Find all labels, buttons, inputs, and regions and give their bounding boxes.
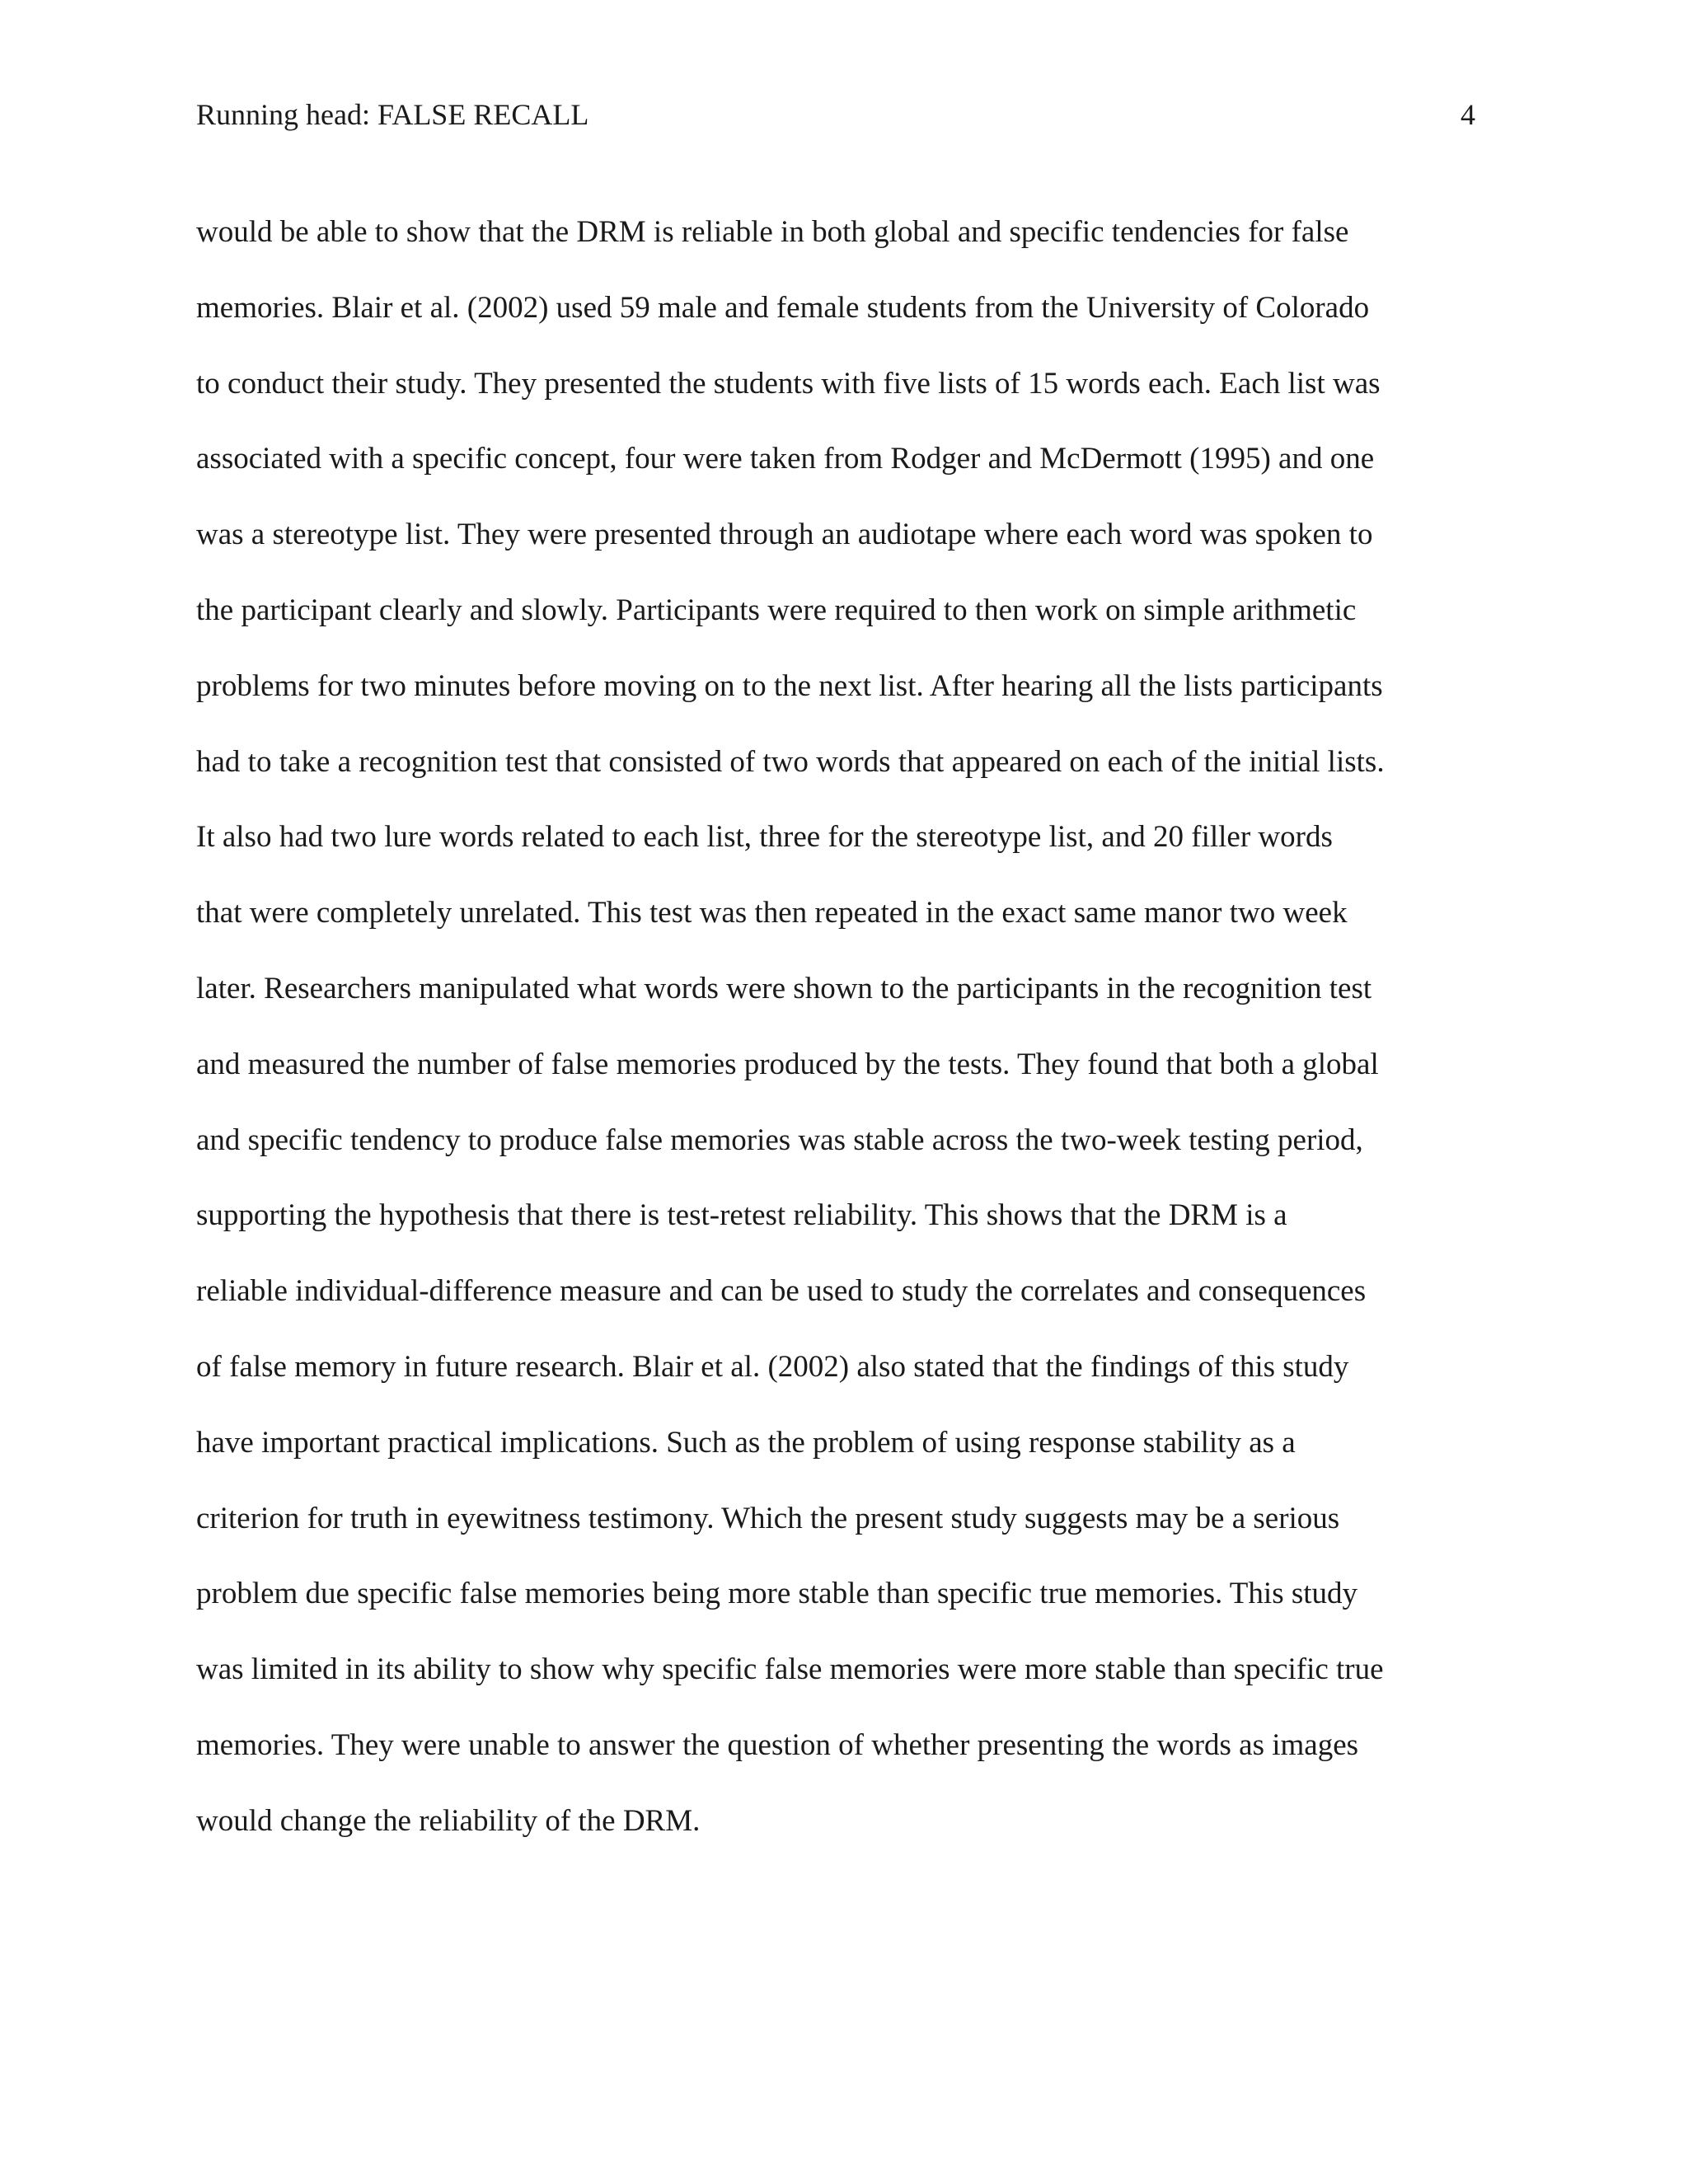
text-line: reliable individual-difference measure and can be used to study the correlates and consequences <box>196 1274 1367 1309</box>
text-line: associated with a specific concept, four were taken from Rodger and McDermott (1995) and one <box>196 442 1375 476</box>
text-line: criterion for truth in eyewitness testimony. Which the present study suggests may be a serious <box>196 1501 1340 1535</box>
running-head: Running head: FALSE RECALL <box>196 98 589 131</box>
text-line: of false memory in future research. Blair et al. (2002) also stated that the findings of this study <box>196 1349 1349 1384</box>
text-line: to conduct their study. They presented the students with five lists of 15 words each. Each list was <box>196 366 1381 401</box>
text-line: had to take a recognition test that consisted of two words that appeared on each of the initial lists. <box>196 744 1385 779</box>
text-line: was a stereotype list. They were presented through an audiotape where each word was spoken to <box>196 518 1373 552</box>
text-line: problems for two minutes before moving on to the next list. After hearing all the lists participants <box>196 668 1383 703</box>
text-line: and specific tendency to produce false memories was stable across the two-week testing period, <box>196 1122 1363 1157</box>
text-line: memories. Blair et al. (2002) used 59 male and female students from the University of Colorado <box>196 290 1370 325</box>
page-header <box>196 97 1475 137</box>
text-line: that were completely unrelated. This test was then repeated in the exact same manor two week <box>196 896 1348 930</box>
page-number: 4 <box>1461 98 1475 131</box>
text-line: have important practical implications. Such as the problem of using response stability as a <box>196 1425 1296 1460</box>
text-line: would change the reliability of the DRM. <box>196 1803 701 1838</box>
text-line: would be able to show that the DRM is reliable in both global and specific tendencies for false <box>196 215 1349 249</box>
text-line: and measured the number of false memories produced by the tests. They found that both a global <box>196 1047 1379 1081</box>
text-line: It also had two lure words related to each list, three for the stereotype list, and 20 filler words <box>196 820 1333 855</box>
body-paragraph <box>196 194 1482 1859</box>
text-line: problem due specific false memories being more stable than specific true memories. This study <box>196 1577 1358 1611</box>
text-line: memories. They were unable to answer the question of whether presenting the words as images <box>196 1727 1359 1762</box>
text-line: supporting the hypothesis that there is test-retest reliability. This shows that the DRM is a <box>196 1198 1287 1233</box>
text-line: was limited in its ability to show why specific false memories were more stable than specific true <box>196 1652 1384 1687</box>
text-line: later. Researchers manipulated what words were shown to the participants in the recognition test <box>196 971 1372 1005</box>
text-line: the participant clearly and slowly. Participants were required to then work on simple arithmetic <box>196 593 1357 627</box>
